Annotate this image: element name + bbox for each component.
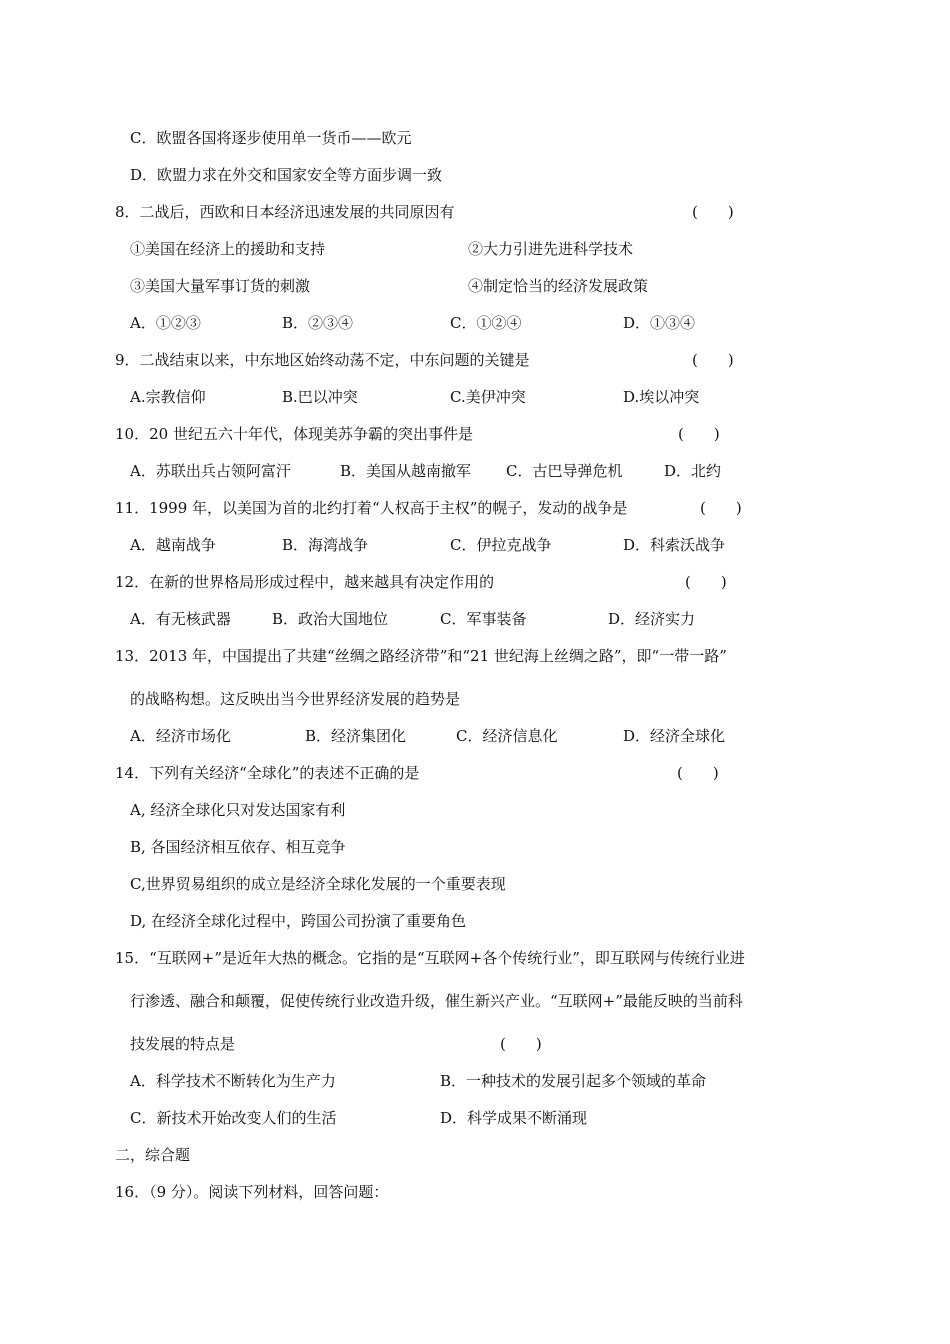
question-10-answer-blank: ( ) xyxy=(678,425,720,443)
question-13-option-d: D．经济全球化 xyxy=(623,727,726,745)
question-15-option-c: C．新技术开始改变人们的生活 xyxy=(130,1109,337,1127)
question-12-option-b: B．政治大国地位 xyxy=(272,610,389,628)
question-8-item-4: ④制定恰当的经济发展政策 xyxy=(468,277,649,295)
question-11-option-b: B．海湾战争 xyxy=(282,536,369,554)
question-12-stem: 12．在新的世界格局形成过程中，越来越具有决定作用的 xyxy=(115,573,495,591)
question-15-stem-line-2: 行渗透、融合和颠覆，促使传统行业改造升级，催生新兴产业。“互联网+”最能反映的当前科 xyxy=(130,992,743,1010)
question-14-answer-blank: ( ) xyxy=(677,764,719,782)
question-12-option-a: A．有无核武器 xyxy=(130,610,231,628)
question-14-option-c: C,世界贸易组织的成立是经济全球化发展的一个重要表现 xyxy=(130,875,506,893)
question-10-option-a: A．苏联出兵占领阿富汗 xyxy=(130,462,291,480)
question-8-option-b: B．②③④ xyxy=(282,314,354,332)
question-14-option-a: A, 经济全球化只对发达国家有利 xyxy=(130,801,346,819)
question-12-option-d: D．经济实力 xyxy=(608,610,696,628)
question-15-option-b: B．一种技术的发展引起多个领域的革命 xyxy=(440,1072,707,1090)
section-2-heading: 二，综合题 xyxy=(115,1146,191,1164)
question-11-option-a: A．越南战争 xyxy=(130,536,216,554)
question-12-option-c: C．军事装备 xyxy=(440,610,527,628)
question-8-item-2: ②大力引进先进科学技术 xyxy=(468,240,634,258)
question-14-option-b: B, 各国经济相互依存、相互竞争 xyxy=(130,838,346,856)
question-11-option-c: C．伊拉克战争 xyxy=(450,536,552,554)
question-15-stem-line-3: 技发展的特点是 xyxy=(130,1035,236,1053)
question-11-answer-blank: ( ) xyxy=(700,499,742,517)
question-10-stem: 10．20 世纪五六十年代，体现美苏争霸的突出事件是 xyxy=(115,425,473,443)
question-8-item-1: ①美国在经济上的援助和支持 xyxy=(130,240,326,258)
question-10-option-d: D．北约 xyxy=(664,462,722,480)
question-15-stem-line-1: 15．“互联网+”是近年大热的概念。它指的是“互联网+各个传统行业”，即互联网与传统行业进 xyxy=(115,949,745,967)
question-9-option-c: C.美伊冲突 xyxy=(450,388,526,406)
question-10-option-b: B．美国从越南撤军 xyxy=(340,462,472,480)
question-11-option-d: D．科索沃战争 xyxy=(623,536,726,554)
question-7-option-d: D．欧盟力求在外交和国家安全等方面步调一致 xyxy=(130,166,443,184)
question-13-stem-line-2: 的战略构想。这反映出当今世界经济发展的趋势是 xyxy=(130,690,461,708)
question-12-answer-blank: ( ) xyxy=(685,573,727,591)
question-9-answer-blank: ( ) xyxy=(692,351,734,369)
question-8-option-d: D．①③④ xyxy=(623,314,696,332)
question-13-option-c: C．经济信息化 xyxy=(456,727,558,745)
question-16-stem: 16．（9 分）。阅读下列材料，回答问题： xyxy=(115,1183,389,1201)
question-9-option-b: B.巴以冲突 xyxy=(282,388,358,406)
question-8-item-3: ③美国大量军事订货的刺激 xyxy=(130,277,311,295)
question-15-option-d: D．科学成果不断涌现 xyxy=(440,1109,588,1127)
question-15-answer-blank: ( ) xyxy=(500,1035,542,1053)
question-8-option-c: C．①②④ xyxy=(450,314,522,332)
question-10-option-c: C．古巴导弹危机 xyxy=(506,462,623,480)
question-15-option-a: A．科学技术不断转化为生产力 xyxy=(130,1072,336,1090)
question-11-stem: 11．1999 年，以美国为首的北约打着“人权高于主权”的幌子，发动的战争是 xyxy=(115,499,628,517)
question-8-option-a: A．①②③ xyxy=(130,314,201,332)
question-8-stem: 8．二战后，西欧和日本经济迅速发展的共同原因有 xyxy=(115,203,455,221)
question-9-option-d: D.埃以冲突 xyxy=(623,388,700,406)
question-14-option-d: D, 在经济全球化过程中，跨国公司扮演了重要角色 xyxy=(130,912,467,930)
question-13-stem-line-1: 13．2013 年，中国提出了共建“丝绸之路经济带”和“21 世纪海上丝绸之路”，即“一带一路” xyxy=(115,647,727,665)
question-9-option-a: A.宗教信仰 xyxy=(130,388,206,406)
question-13-option-b: B．经济集团化 xyxy=(305,727,407,745)
question-8-answer-blank: ( ) xyxy=(692,203,734,221)
question-9-stem: 9．二战结束以来，中东地区始终动荡不定，中东问题的关键是 xyxy=(115,351,530,369)
question-13-option-a: A．经济市场化 xyxy=(130,727,231,745)
question-7-option-c: C．欧盟各国将逐步使用单一货币——欧元 xyxy=(130,129,412,147)
question-14-stem: 14．下列有关经济“全球化”的表述不正确的是 xyxy=(115,764,420,782)
